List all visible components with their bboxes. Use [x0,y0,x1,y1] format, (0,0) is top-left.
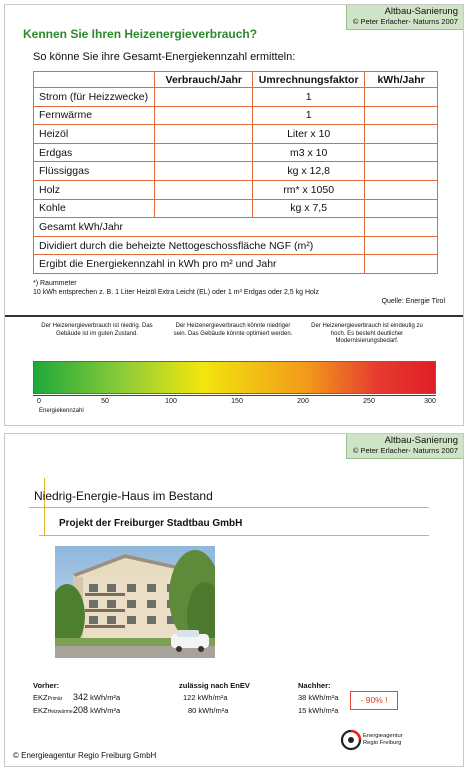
kwh-cell [365,88,438,107]
scale-note-high: Der Heizenergieverbrauch ist eindeutig zu hoch. Es besteht deutlicher Modernisierungsbedarf. [311,323,423,344]
table-row [34,143,438,162]
before-heating-value: 208 kWh/m²a [73,705,121,715]
building-photo [55,546,215,658]
row-label: Flüssiggas [34,162,155,181]
ekz-primary-label: EKZPrimär [33,693,63,702]
summary-value-cell [365,218,438,237]
footnote-line: *) Raummeter [33,280,77,287]
row-label: Erdgas [34,143,155,162]
decor-line [39,535,429,536]
row-label: Fernwärme [34,106,155,125]
kwh-cell [365,143,438,162]
tick-label: 100 [165,398,177,405]
summary-value-cell [365,255,438,274]
tick-label: 250 [363,398,375,405]
slide-low-energy-house [4,433,464,767]
table-row [34,162,438,181]
after-primary-value: 38 kWh/m²a [298,693,339,702]
factor-cell: m3 x 10 [253,143,365,162]
logo-text: Energieagentur Regio Freiburg [363,733,403,746]
energy-scale-bar [33,361,436,394]
consumption-cell [155,88,253,107]
consumption-cell [155,125,253,144]
header-consumption: Verbrauch/Jahr [155,72,253,88]
summary-value-cell [365,236,438,255]
tick-label: 150 [231,398,243,405]
kwh-cell [365,106,438,125]
table-row [34,199,438,218]
energy-table [33,71,438,274]
summary-label: Ergibt die Energiekennzahl in kWh pro m² und Jahr [34,255,365,274]
table-header-row [34,72,438,88]
consumption-cell [155,199,253,218]
table-row [34,180,438,199]
series-title: Altbau-Sanierung [384,435,458,446]
kwh-cell [365,162,438,181]
allowed-title: zulässig nach EnEV [179,681,250,690]
header-kwh-per-year: kWh/Jahr [365,72,438,88]
consumption-cell [155,106,253,125]
header-conversion-factor: Umrechnungsfaktor [253,72,365,88]
scale-note-low: Der Heizenergieverbrauch ist niedrig. Das Gebäude ist im guten Zustand. [41,323,153,337]
factor-cell: rm* x 1050 [253,180,365,199]
row-label: Strom (für Heizzwecke) [34,88,155,107]
factor-cell: kg x 12,8 [253,162,365,181]
factor-cell: 1 [253,88,365,107]
divider [5,315,463,317]
copyright: © Energieagentur Regio Freiburg GmbH [13,751,157,760]
ekz-heating-label: EKZHeizwärme [33,706,73,715]
allowed-heating-value: 80 kWh/m²a [188,706,229,715]
summary-row [34,236,438,255]
series-copyright: © Peter Erlacher- Naturns 2007 [352,445,458,455]
row-label: Kohle [34,199,155,218]
after-heating-value: 15 kWh/m²a [298,706,339,715]
series-badge [346,5,463,30]
kwh-cell [365,125,438,144]
header-empty [34,72,155,88]
slide-energy-index [4,4,464,426]
summary-label: Dividiert durch die beheizte Nettogeschossfläche NGF (m²) [34,236,365,255]
series-title: Altbau-Sanierung [384,6,458,17]
consumption-cell [155,180,253,199]
row-label: Heizöl [34,125,155,144]
consumption-cell [155,143,253,162]
slide-subtitle: So könne Sie ihre Gesamt-Energiekennzahl ermitteln: [33,51,296,63]
factor-cell: 1 [253,106,365,125]
before-primary-value: 342 kWh/m²a [73,692,121,702]
tick-label: 0 [37,398,41,405]
series-copyright: © Peter Erlacher- Naturns 2007 [352,16,458,26]
kwh-cell [365,199,438,218]
summary-label: Gesamt kWh/Jahr [34,218,365,237]
axis-title: Energiekennzahl [39,408,84,414]
slide-subtitle: Projekt der Freiburger Stadtbau GmbH [59,518,243,529]
source-note: Quelle: Energie Tirol [381,298,445,305]
allowed-primary-value: 122 kWh/m²a [183,693,228,702]
footnote-line: 10 kWh entsprechen z. B. 1 Liter Heizöl Extra Leicht (EL) oder 1 m³ Erdgas oder 2,5 kg Holz [33,289,319,297]
consumption-cell [155,162,253,181]
table-row [34,88,438,107]
factor-cell: Liter x 10 [253,125,365,144]
slide-title: Kennen Sie Ihren Heizenergieverbrauch? [23,27,258,41]
tick-label: 50 [101,398,109,405]
summary-row [34,255,438,274]
slide-title: Niedrig-Energie-Haus im Bestand [34,489,213,503]
decor-line [29,507,429,508]
row-label: Holz [34,180,155,199]
table-row [34,125,438,144]
factor-cell: kg x 7,5 [253,199,365,218]
summary-row [34,218,438,237]
table-row [34,106,438,125]
savings-badge: - 90% ! [350,691,398,710]
kwh-cell [365,180,438,199]
scale-note-medium: Der Heizenergieverbrauch könnte niedriger sein. Das Gebäude könnte optimiert werden. [173,323,293,337]
after-title: Nachher: [298,681,331,690]
series-badge [346,434,463,459]
tick-label: 200 [297,398,309,405]
before-title: Vorher: [33,681,60,690]
footnote [33,279,319,297]
tick-label: 300 [424,398,436,405]
